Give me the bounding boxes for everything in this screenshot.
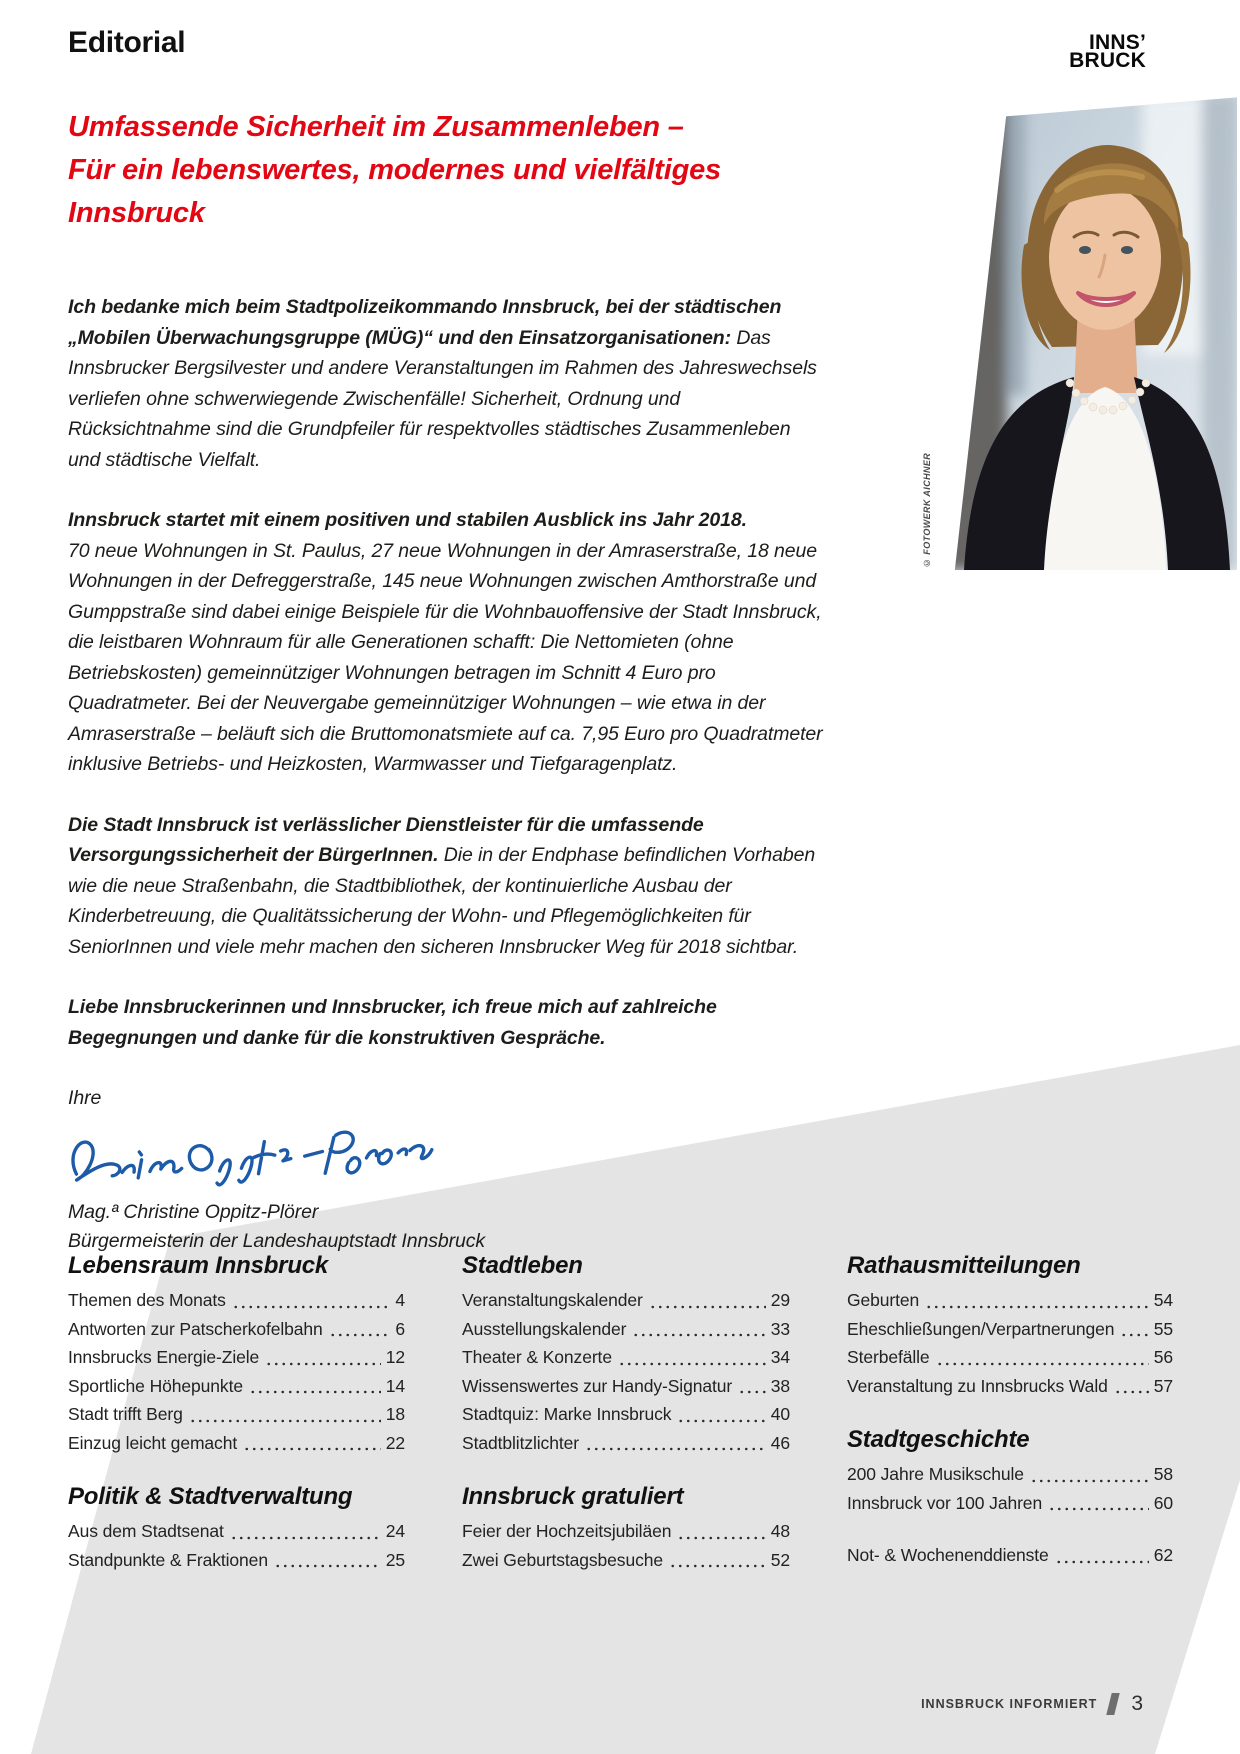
dotted-leader [618, 1361, 766, 1367]
toc-item-label: Eheschließungen/Verpartnerungen [847, 1318, 1115, 1339]
toc-item [462, 1372, 790, 1401]
photo-credit: © FOTOWERK AICHNER [922, 452, 932, 568]
portrait-photo [952, 95, 1237, 570]
toc-section-list [847, 1286, 1173, 1400]
toc-section-title: Stadtleben [462, 1252, 583, 1279]
dotted-leader [274, 1563, 381, 1569]
toc-item-label: Innsbruck vor 100 Jahren [847, 1492, 1043, 1513]
toc-page-number: 56 [1153, 1347, 1173, 1367]
toc-item-label: Stadt trifft Berg [68, 1404, 183, 1424]
editorial-paragraph [68, 505, 826, 780]
toc-page-number: 40 [770, 1404, 790, 1424]
toc-item [68, 1315, 405, 1344]
toc-item [847, 1286, 1173, 1315]
toc-item-label: Feier der Hochzeitsjubiläen [462, 1521, 672, 1541]
toc-item [68, 1429, 405, 1458]
toc-item-label: 200 Jahre Musikschule [847, 1464, 1024, 1484]
toc-item [462, 1429, 790, 1458]
toc-item-label: Geburten [847, 1290, 920, 1310]
toc-page-number: 57 [1153, 1375, 1173, 1396]
dotted-leader [936, 1361, 1149, 1367]
dotted-leader [677, 1418, 765, 1424]
toc-item-label: Einzug leicht gemacht [68, 1432, 238, 1453]
dotted-leader [329, 1332, 391, 1338]
toc-page-number: 34 [770, 1347, 790, 1367]
toc-item [68, 1400, 405, 1429]
toc-page-number: 12 [385, 1347, 405, 1367]
toc-page-number: 6 [395, 1318, 405, 1339]
toc-column [68, 1252, 405, 1574]
toc-item [462, 1286, 790, 1315]
dotted-leader [1120, 1332, 1148, 1338]
dotted-leader [243, 1446, 381, 1452]
dotted-leader [677, 1535, 765, 1541]
editorial-paragraph [68, 810, 826, 963]
paragraph-lead: Liebe Innsbruckerinnen und Innsbrucker, ich freue mich auf zahlreiche Begegnungen und danke für die konstruktiven Gespräche. [68, 996, 717, 1049]
toc-section-list [462, 1517, 790, 1574]
dotted-leader [1055, 1559, 1149, 1565]
editorial-paragraphs [68, 292, 826, 1053]
headline-line-2: Für ein lebenswertes, modernes und vielfältiges [68, 154, 721, 186]
toc-page-number: 62 [1153, 1545, 1173, 1565]
toc-item-label: Theater & Konzerte [462, 1347, 612, 1367]
toc-item-label: Not- & Wochenenddienste [847, 1545, 1049, 1565]
toc-section-title: Rathausmitteilungen [847, 1252, 1081, 1279]
dotted-leader [585, 1446, 766, 1452]
dotted-leader [925, 1304, 1149, 1310]
toc-item-label: Sportliche Höhepunkte [68, 1375, 243, 1396]
toc-page-number: 46 [770, 1432, 790, 1453]
page-footer [0, 1692, 1240, 1716]
paragraph-lead: Die Stadt Innsbruck ist verlässlicher Dienstleister für die umfassende Versorgungssicherheit der BürgerInnen. [68, 813, 704, 866]
toc-section-title: Stadtgeschichte [847, 1426, 1030, 1453]
toc-item-label: Innsbrucks Energie-Ziele [68, 1347, 260, 1367]
dotted-leader [230, 1535, 381, 1541]
toc-item-label: Veranstaltungskalender [462, 1290, 643, 1310]
toc-page-number: 54 [1153, 1290, 1173, 1310]
toc-section-list [68, 1517, 405, 1574]
toc-section-list [847, 1541, 1173, 1570]
toc-page-number: 25 [385, 1549, 405, 1570]
toc-item [847, 1460, 1173, 1489]
toc-item-label: Aus dem Stadtsenat [68, 1521, 224, 1541]
dotted-leader [249, 1389, 381, 1395]
toc-item [462, 1517, 790, 1546]
toc-page-number: 33 [770, 1318, 790, 1339]
page-number: 3 [1131, 1692, 1143, 1715]
toc-item [68, 1343, 405, 1372]
paragraph-text: 70 neue Wohnungen in St. Paulus, 27 neue Wohnungen in der Amraserstraße, 18 neue Wohnungen in der Defreggerstraße, 145 neue Wohnungen zwischen Amthorstraße und Gumppstraße sind dabei einige Beispiele für die Wohnbauoffensive der Stadt Innsbruck, die leistbaren Wohnraum für alle Generationen schafft: Die Nettomieten (ohne Betriebskosten) gemeinnütziger Wohnungen betragen im Schnitt 4 Euro pro Quadratmeter. Bei der Neuvergabe gemeinnütziger Wohnungen – wie etwa in der Amraserstraße – beläuft sich die Bruttomonatsmiete auf ca. 7,95 Euro pro Quadratmeter inklusive Betriebs- und Heizkosten, Warmwasser und Tiefgaragenplatz. [68, 539, 823, 775]
toc-item-label: Stadtblitzlichter [462, 1432, 579, 1453]
dotted-leader [1114, 1389, 1149, 1395]
toc-item [68, 1546, 405, 1575]
page-title: Editorial [68, 26, 186, 59]
toc-section-title: Innsbruck gratuliert [462, 1483, 684, 1510]
innsbruck-logo [1069, 31, 1146, 72]
paragraph-text: Das Innsbrucker Bergsilvester und andere Veranstaltungen im Rahmen des Jahreswechsels verliefen ohne schwerwiegende Zwischenfälle! Sicherheit, Ordnung und Rücksichtnahme sind die Grundpfeiler für respektvolles städtisches Zusammenleben und städtische Vielfalt. [68, 326, 817, 471]
toc-item-label: Ausstellungskalender [462, 1318, 627, 1339]
toc-item [462, 1546, 790, 1575]
signature [61, 1111, 442, 1204]
dotted-leader [632, 1332, 765, 1338]
paragraph-lead: Innsbruck startet mit einem positiven und stabilen Ausblick ins Jahr 2018. [68, 509, 747, 531]
toc-item [847, 1489, 1173, 1518]
toc-page-number: 58 [1153, 1464, 1173, 1484]
toc-column [847, 1252, 1173, 1570]
toc-page-number: 29 [770, 1290, 790, 1310]
logo-line-2: BRUCK [1069, 49, 1146, 72]
slash-icon [1107, 1693, 1120, 1715]
toc-item-label: Veranstaltung zu Innsbrucks Wald [847, 1375, 1108, 1396]
headline-line-3: Innsbruck [68, 197, 205, 229]
toc-item [68, 1372, 405, 1401]
headline-line-1: Umfassende Sicherheit im Zusammenleben – [68, 111, 684, 143]
toc-item-label: Wissenswertes zur Handy-Signatur [462, 1375, 733, 1396]
editorial-headline [68, 106, 838, 235]
toc-page-number: 4 [395, 1290, 405, 1310]
toc-page-number: 24 [385, 1521, 405, 1541]
toc-section-title: Lebensraum Innsbruck [68, 1252, 329, 1279]
toc-item-label: Standpunkte & Fraktionen [68, 1549, 268, 1570]
editorial-paragraph [68, 992, 826, 1053]
author-name: Mag.ª Christine Oppitz-Plörer [68, 1200, 319, 1223]
toc-item [847, 1343, 1173, 1372]
eye [1079, 246, 1091, 254]
toc-item [68, 1286, 405, 1315]
author-title: Bürgermeisterin der Landeshauptstadt Innsbruck [68, 1229, 486, 1252]
toc-item [462, 1400, 790, 1429]
toc-item-label: Zwei Geburtstagsbesuche [462, 1549, 664, 1570]
portrait-illustration [952, 95, 1237, 570]
toc-page-number: 60 [1153, 1492, 1173, 1513]
dotted-leader [1030, 1478, 1149, 1484]
logo-line-1: INNS’ [1088, 31, 1146, 54]
magazine-name: INNSBRUCK INFORMIERT [921, 1697, 1098, 1711]
toc-item [847, 1372, 1173, 1401]
dotted-leader [1048, 1506, 1149, 1512]
toc-item [847, 1541, 1173, 1570]
toc-item [462, 1343, 790, 1372]
editorial-body [68, 292, 826, 1256]
toc-column [462, 1252, 790, 1574]
toc-page-number: 14 [385, 1375, 405, 1396]
eye [1121, 246, 1133, 254]
toc-item-label: Stadtquiz: Marke Innsbruck [462, 1404, 672, 1424]
toc-section-list [68, 1286, 405, 1457]
toc-page-number: 22 [385, 1432, 405, 1453]
toc-section-list [847, 1460, 1173, 1517]
toc-section-title: Politik & Stadtverwaltung [68, 1483, 353, 1510]
paragraph-text: Die in der Endphase befindlichen Vorhaben wie die neue Straßenbahn, die Stadtbibliothek, der kontinuierliche Ausbau der Kinderbetreuung, die Qualitätssicherung der Wohn- und Pflegemöglichkeiten für SeniorInnen und viele mehr machen den sicheren Innsbrucker Weg für 2018 sichtbar. [68, 844, 816, 958]
toc-item [462, 1315, 790, 1344]
dotted-leader [189, 1418, 381, 1424]
editorial-paragraph [68, 292, 826, 475]
dotted-leader [649, 1304, 766, 1310]
dotted-leader [265, 1361, 381, 1367]
toc-item [68, 1517, 405, 1546]
dotted-leader [232, 1304, 391, 1310]
toc-page-number: 38 [770, 1375, 790, 1396]
toc-item-label: Antworten zur Patscherkofelbahn [68, 1318, 323, 1339]
toc-page-number: 18 [385, 1404, 405, 1424]
paragraph-lead: Ich bedanke mich beim Stadtpolizeikommando Innsbruck, bei der städtischen „Mobilen Überwachungsgruppe (MÜG)“ und den Einsatzorganisationen: [68, 296, 782, 349]
toc-item [847, 1315, 1173, 1344]
toc-item-label: Sterbefälle [847, 1347, 930, 1367]
closing-salutation: Ihre [68, 1087, 102, 1109]
toc-item-label: Themen des Monats [68, 1290, 226, 1310]
dotted-leader [669, 1563, 766, 1569]
toc-section-list [462, 1286, 790, 1457]
toc-page-number: 52 [770, 1549, 790, 1570]
toc-page-number: 55 [1153, 1318, 1173, 1339]
dotted-leader [738, 1389, 766, 1395]
toc-page-number: 48 [770, 1521, 790, 1541]
